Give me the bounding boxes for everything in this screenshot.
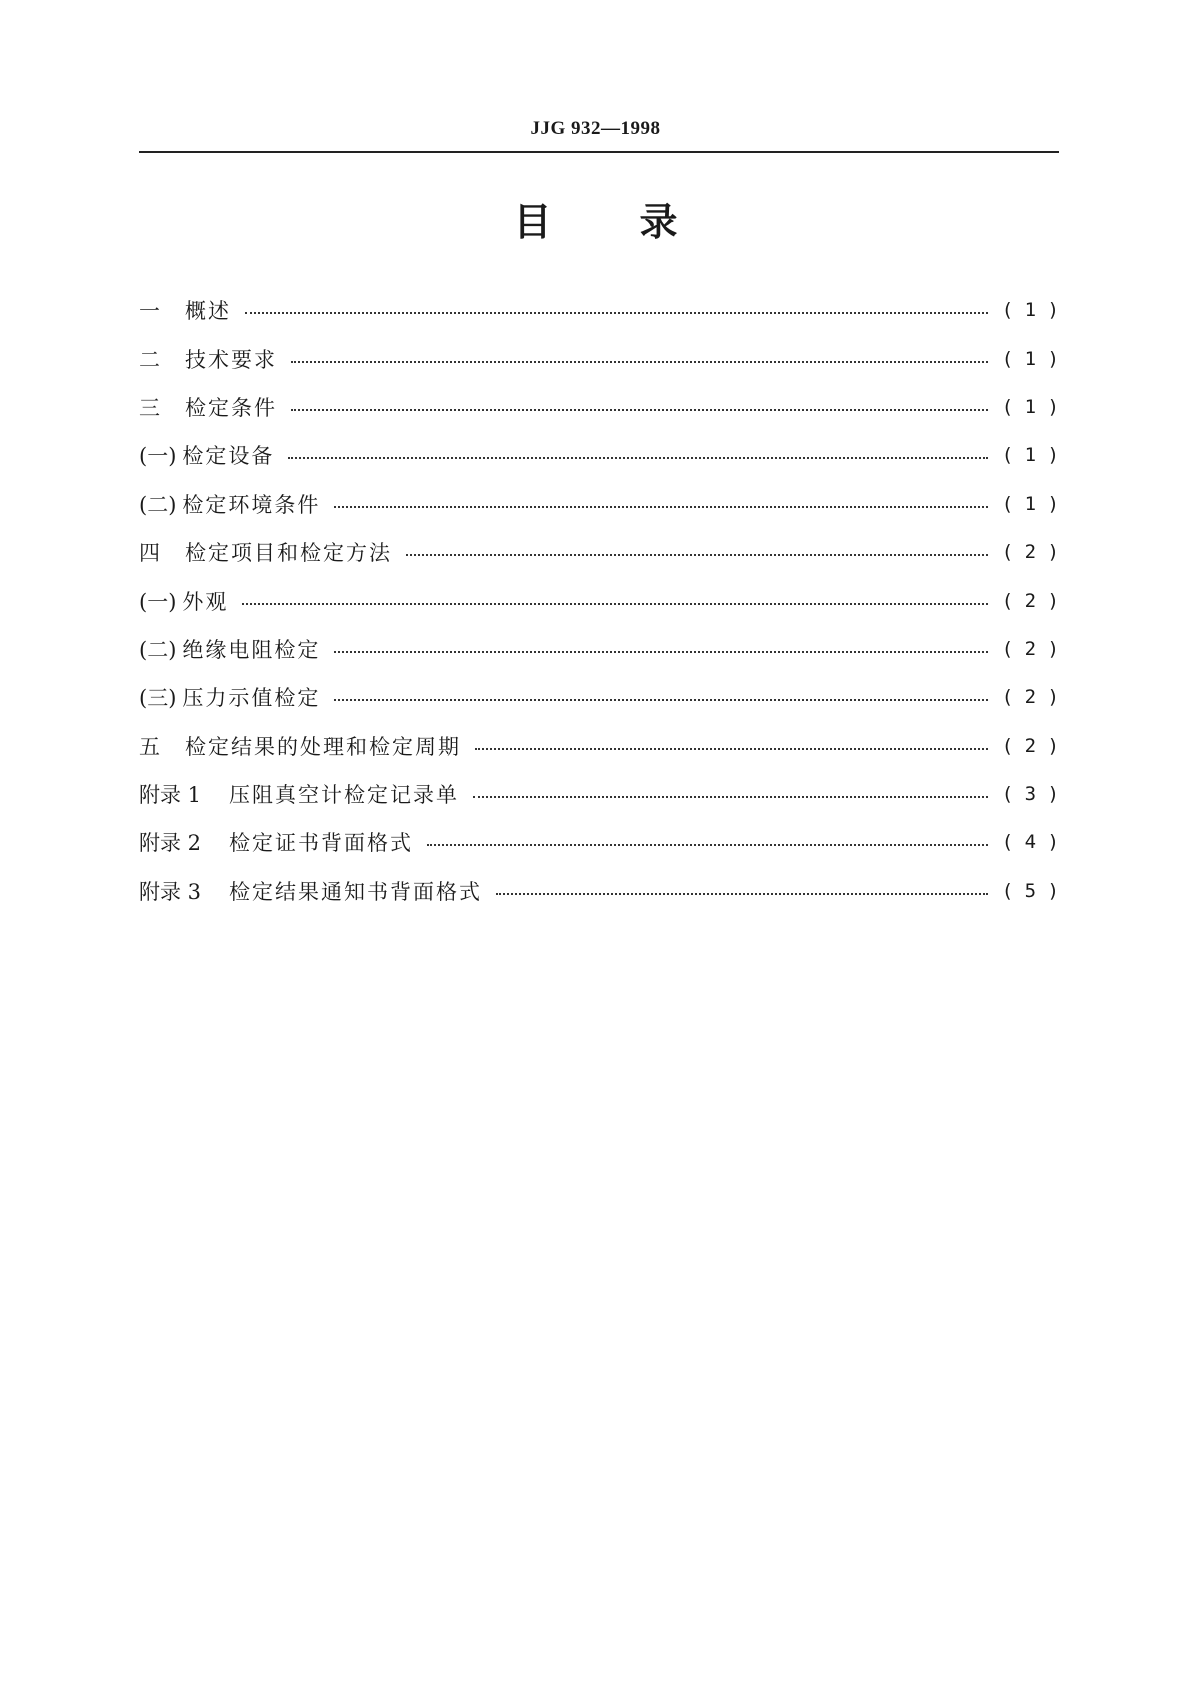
toc-entry-number: (二) [139,492,177,517]
toc-entry-page: ( 1 ) [1001,395,1059,418]
toc-entry-page: ( 2 ) [1001,686,1059,709]
toc-entry-title: 检定条件 [185,395,277,420]
toc-entry-page: ( 3 ) [1001,783,1059,806]
toc-entry-title: 技术要求 [185,347,277,372]
toc-entry-page: ( 2 ) [1001,734,1059,757]
toc-entry-number: (二) [139,637,177,662]
toc-entry-page: ( 4 ) [1001,831,1059,854]
toc-entry[interactable] [139,480,1059,528]
toc-entry[interactable] [139,431,1059,479]
toc-entry[interactable] [139,818,1059,866]
toc-entry-title: 压力示值检定 [182,686,321,711]
toc-entry[interactable] [139,286,1059,334]
toc-dot-leader [291,409,988,411]
toc-dot-leader [496,893,988,895]
toc-entry-page: ( 5 ) [1001,879,1059,902]
toc-dot-leader [427,844,988,846]
toc-entry-page: ( 2 ) [1001,589,1059,612]
toc-entry[interactable] [139,673,1059,721]
toc-entry-number: 附录 1 [139,783,202,808]
toc-entry[interactable] [139,625,1059,673]
toc-entry-number: (三) [139,686,177,711]
toc-entry[interactable] [139,528,1059,576]
toc-entry-number: 四 [139,541,160,566]
toc-entry[interactable] [139,383,1059,431]
toc-dot-leader [334,699,987,701]
toc-entry-number: 五 [139,734,160,759]
toc-entry-number: 附录 2 [139,831,202,856]
toc-dot-leader [245,312,988,314]
toc-entry-number: 附录 3 [139,879,202,904]
toc-dot-leader [473,796,988,798]
toc-entry-title: 绝缘电阻检定 [182,637,321,662]
toc-entry[interactable] [139,722,1059,770]
toc-entry-title: 检定结果的处理和检定周期 [185,734,461,759]
page-title [0,196,1191,248]
toc-dot-leader [334,506,987,508]
toc-entry-page: ( 2 ) [1001,637,1059,660]
toc-entry-page: ( 2 ) [1001,541,1059,564]
toc-dot-leader [334,651,987,653]
toc-entry-page: ( 1 ) [1001,492,1059,515]
toc-entry[interactable] [139,770,1059,818]
toc-entry[interactable] [139,576,1059,624]
toc-entry-number: (一) [139,589,177,614]
title-char-2: 录 [639,200,678,244]
title-char-1: 目 [513,200,552,244]
toc-entry-number: 三 [139,395,160,420]
toc-entry-number: 一 [139,299,160,324]
toc-entry-title: 检定项目和检定方法 [185,541,392,566]
table-of-contents [139,286,1059,915]
toc-entry-page: ( 1 ) [1001,299,1059,322]
toc-entry-page: ( 1 ) [1001,444,1059,467]
toc-dot-leader [406,554,988,556]
toc-entry-title: 检定环境条件 [182,492,321,517]
toc-dot-leader [288,457,987,459]
toc-entry[interactable] [139,867,1059,915]
toc-entry-title: 检定证书背面格式 [229,831,413,856]
toc-entry-number: 二 [139,347,160,372]
toc-entry-number: (一) [139,444,177,469]
toc-entry-title: 检定结果通知书背面格式 [229,879,482,904]
header-rule [139,151,1059,153]
toc-dot-leader [475,748,988,750]
toc-entry-title: 压阻真空计检定记录单 [229,783,459,808]
toc-dot-leader [242,603,987,605]
toc-entry-title: 检定设备 [182,444,275,469]
toc-entry-title: 概述 [185,299,231,324]
toc-entry[interactable] [139,334,1059,382]
document-code: JJG 932—1998 [530,118,661,139]
toc-dot-leader [291,361,988,363]
toc-entry-page: ( 1 ) [1001,347,1059,370]
toc-entry-title: 外观 [182,589,229,614]
